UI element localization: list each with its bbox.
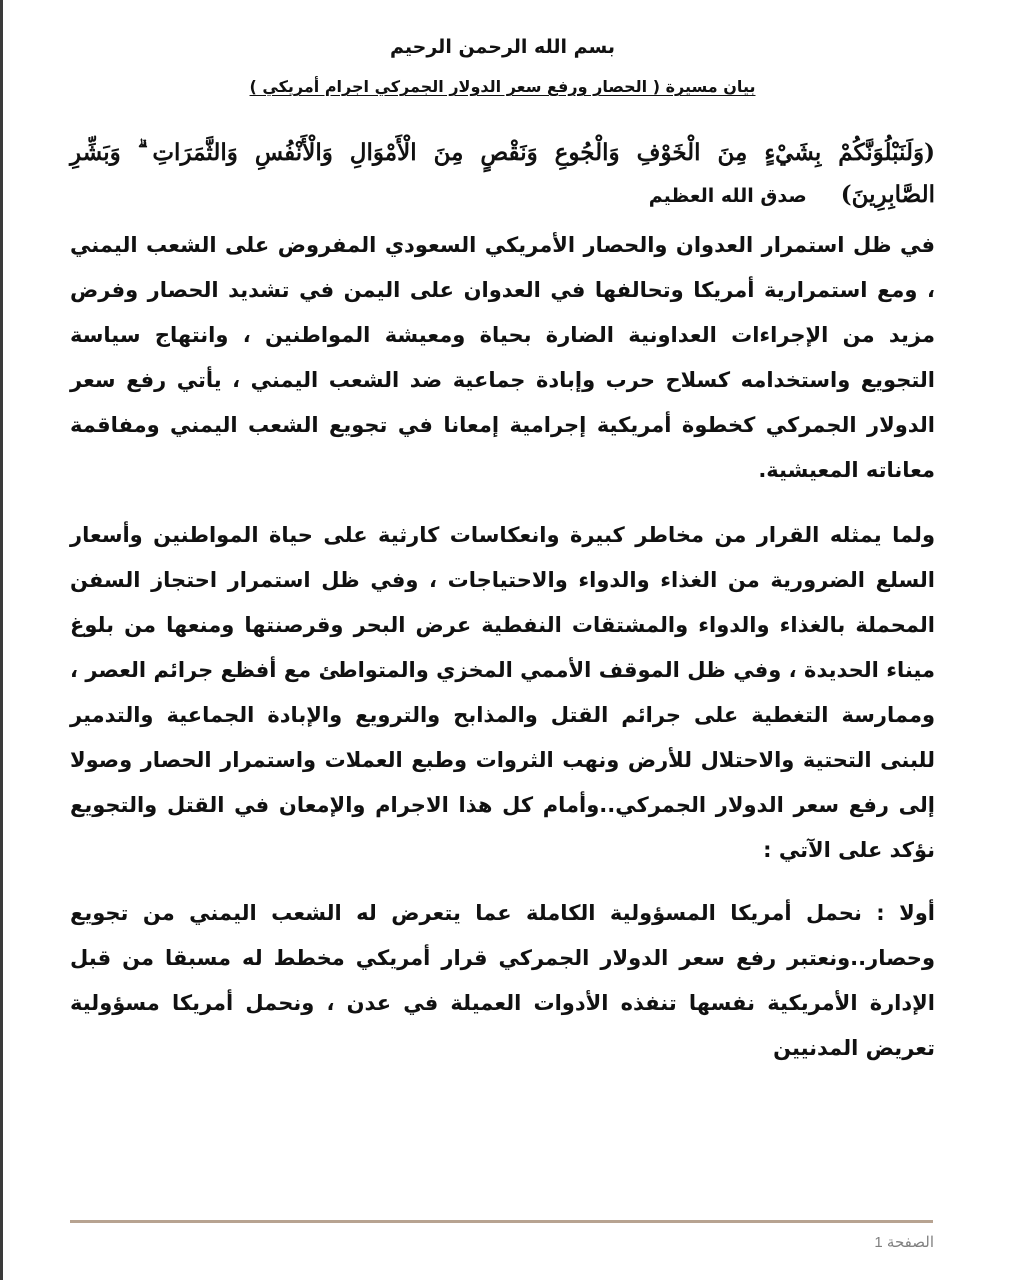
footer-divider (70, 1220, 933, 1223)
document-content (70, 30, 935, 1071)
statement-title-text: بيان مسيرة ( الحصار ورفع سعر الدولار الجمركي اجرام أمريكي ) (249, 77, 756, 96)
page-number: الصفحة 1 (874, 1234, 934, 1251)
verse-closing: صدق الله العظيم (648, 185, 807, 207)
paragraph-1: في ظل استمرار العدوان والحصار الأمريكي السعودي المفروض على الشعب اليمني ، ومع استمرارية أمريكا وتحالفها في العدوان على اليمن في تشديد الحصار وفرض مزيد من الإجراءات العداونية الضارة بحياة ومعيشة المواطنين ، وانتهاج سياسة التجويع واستخدامه كسلاح حرب وإبادة جماعية ضد الشعب اليمني ، يأتي رفع سعر الدولار الجمركي كخطوة أمريكية إجرامية إمعانا في تجويع الشعب اليمني ومفاقمة معاناته المعيشية. (70, 233, 935, 482)
paragraph-3: أولا : نحمل أمريكا المسؤولية الكاملة عما يتعرض له الشعب اليمني من تجويع وحصار..ونعتبر رفع سعر الدولار الجمركي قرار أمريكي مخطط له مسبقا من قبل الإدارة الأمريكية نفسها تنفذه الأدوات العميلة في عدن ، ونحمل أمريكا مسؤولية تعريض المدنيين (70, 901, 935, 1060)
basmala-heading: بسم الله الرحمن الرحيم (390, 36, 615, 58)
statement-title (70, 72, 935, 102)
page-edge-shadow (0, 0, 3, 1280)
paragraph-2: ولما يمثله القرار من مخاطر كبيرة وانعكاسات كارثية على حياة المواطنين وأسعار السلع الضرورية من الغذاء والدواء والاحتياجات ، وفي ظل استمرار احتجاز السفن المحملة بالغذاء والدواء والمشتقات النفطية عرض البحر وقرصنتها ومنعها من بلوغ ميناء الحديدة ، وفي ظل الموقف الأممي المخزي والمتواطئ مع أفظع جرائم العصر ، وممارسة التغطية على جرائم القتل والمذابح والترويع والإبادة الجماعية والتدمير للبنى التحتية والاحتلال للأرض ونهب الثروات وطبع العملات واستمرار الحصار وصولا إلى رفع سعر الدولار الجمركي..وأمام كل هذا الاجرام والإمعان في القتل والتجويع نؤكد على الآتي : (70, 523, 935, 862)
verse-text: (وَلَنَبْلُوَنَّكُمْ بِشَيْءٍ مِنَ الْخَوْفِ وَالْجُوعِ وَنَقْصٍ مِنَ الْأَمْوَالِ وَالْأَنْفُسِ وَالثَّمَرَاتِ ۗ وَبَشِّرِ الصَّابِرِينَ) (70, 139, 935, 208)
quran-verse (70, 132, 935, 217)
